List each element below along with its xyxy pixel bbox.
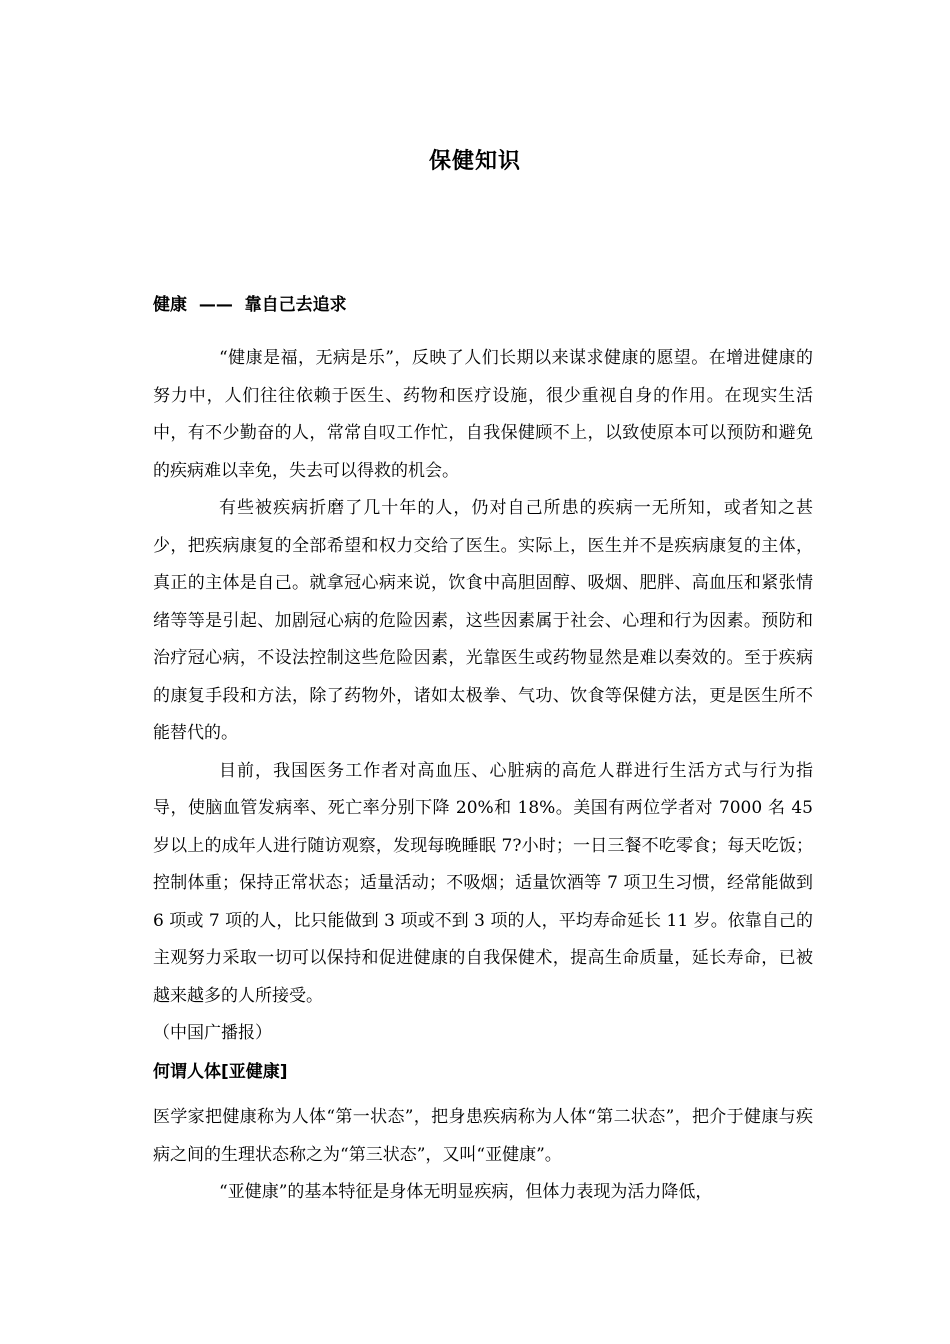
- source-citation: （中国广播报）: [153, 1023, 272, 1043]
- paragraph-3: 目前，我国医务工作者对高血压、心脏病的高危人群进行生活方式与行为指导，使脑血管发病率、死亡率分别下降 20%和 18%。美国有两位学者对 7000 名 45 岁以上的成年人进行随访观察，发现每晚睡眠 7?小时；一日三餐不吃零食；每天吃饭；控制体重；保持正常状态；适量活动；不吸烟；适量饮酒等 7 项卫生习惯，经常能做到 6 项或 7 项的人，比只能做到 3 项或不到 3 项的人，平均寿命延长 11 岁。依靠自己的主观努力采取一切可以保持和促进健康的自我保健术，提高生命质量，延长寿命，已被越来越多的人所接受。: [153, 760, 813, 1006]
- section-heading: 何谓人体[亚健康]: [153, 1062, 288, 1082]
- document-title: 保健知识: [428, 149, 521, 174]
- section-health-self-pursuit: [153, 292, 813, 1053]
- section-heading: 健康 —— 靠自己去追求: [153, 295, 347, 315]
- paragraph-2: 有些被疾病折磨了几十年的人，仍对自己所患的疾病一无所知，或者知之甚少，把疾病康复的全部希望和权力交给了医生。实际上，医生并不是疾病康复的主体，真正的主体是自己。就拿冠心病来说，饮食中高胆固醇、吸烟、肥胖、高血压和紧张情绪等等是引起、加剧冠心病的危险因素，这些因素属于社会、心理和行为因素。预防和治疗冠心病，不设法控制这些危险因素，光靠医生或药物显然是难以奏效的。至于疾病的康复手段和方法，除了药物外，诸如太极拳、气功、饮食等保健方法，更是医生所不能替代的。: [153, 498, 813, 743]
- paragraph-1: “健康是福，无病是乐”，反映了人们长期以来谋求健康的愿望。在增进健康的努力中，人们往往依赖于医生、药物和医疗设施，很少重视自身的作用。在现实生活中，有不少勤奋的人，常常自叹工作忙，自我保健顾不上，以致使原本可以预防和避免的疾病难以幸免，失去可以得救的机会。: [153, 348, 813, 481]
- paragraph-5: “亚健康”的基本特征是身体无明显疾病，但体力表现为活力降低，: [219, 1182, 713, 1202]
- section-sub-health: [153, 1059, 813, 1212]
- paragraph-4: 医学家把健康称为人体“第一状态”，把身患疾病称为人体“第二状态”，把介于健康与疾病之间的生理状态称之为“第三状态”，又叫“亚健康”。: [153, 1107, 813, 1165]
